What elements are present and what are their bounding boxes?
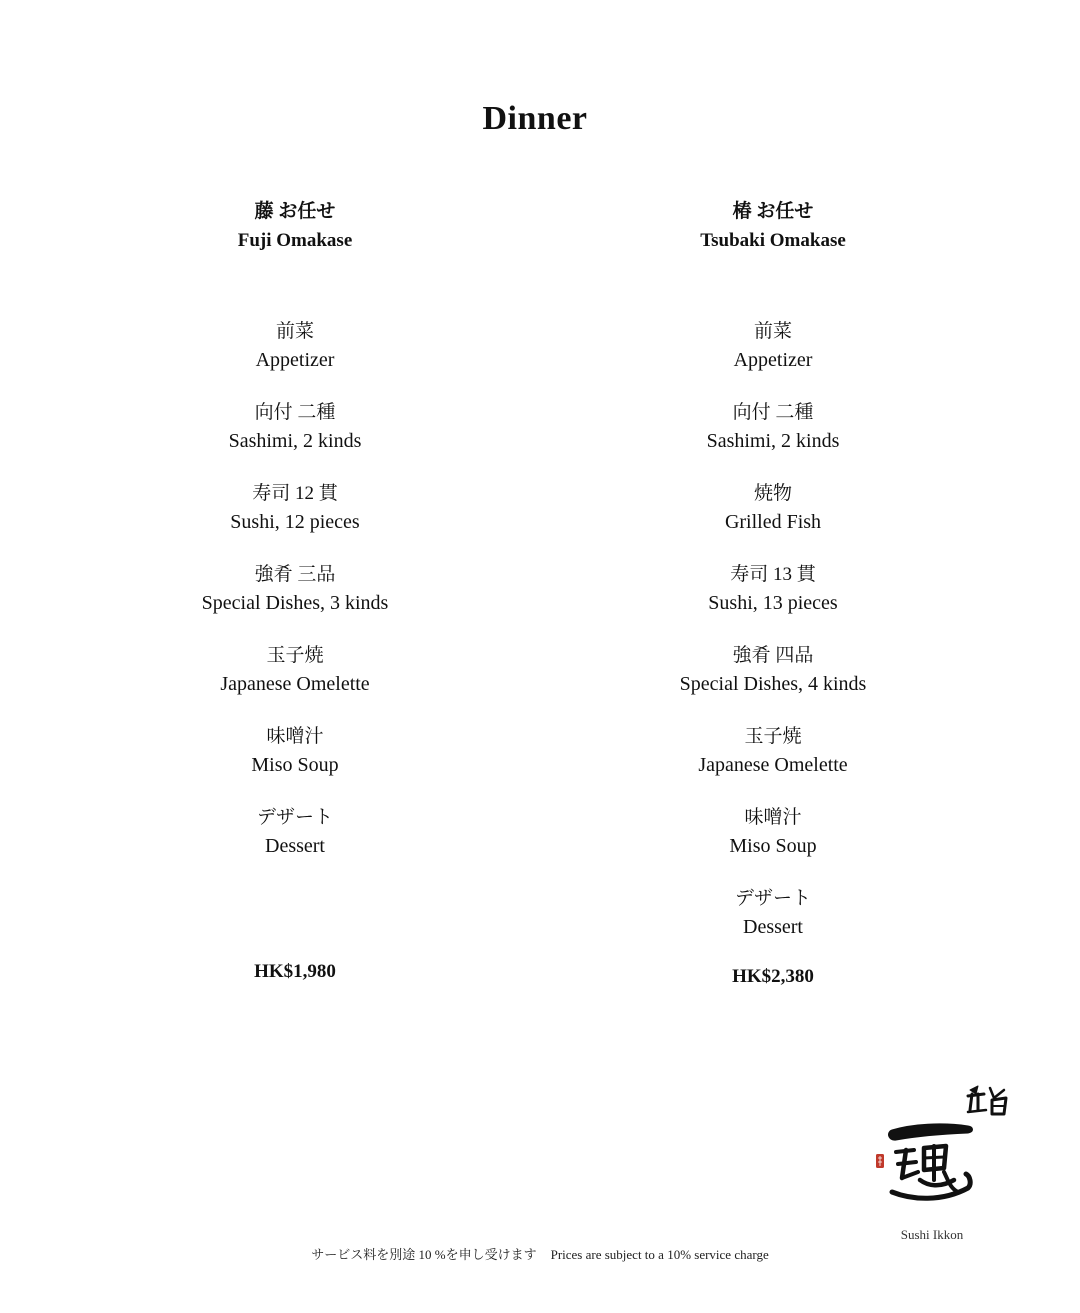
menu-item-en: Grilled Fish: [724, 511, 822, 533]
menu-item-en: Japanese Omelette: [220, 673, 370, 695]
menu-item-jp: 向付 二種: [732, 402, 814, 423]
menu-item: [95, 480, 495, 537]
service-charge-en: Prices are subject to a 10% service charge: [550, 1247, 769, 1262]
menu-item-en: Sushi, 13 pieces: [708, 592, 838, 614]
menu-item: [95, 723, 495, 780]
menu-item-en: Special Dishes, 4 kinds: [679, 673, 867, 695]
menu-item-jp: 前菜: [753, 321, 792, 342]
menu-item: [95, 642, 495, 699]
course-header: [573, 198, 973, 256]
menu-item-jp: 強肴 四品: [732, 645, 814, 666]
menu-item: [573, 561, 973, 618]
menu-item-jp: デザート: [256, 807, 333, 828]
menu-item: [95, 561, 495, 618]
course-price: HK$2,380: [732, 966, 814, 987]
menu-item-en: Special Dishes, 3 kinds: [201, 592, 389, 614]
menu-item: [573, 399, 973, 456]
menu-item: [95, 399, 495, 456]
menu-item-jp: 寿司 12 貫: [252, 483, 338, 504]
menu-item-jp: 味噌汁: [266, 726, 324, 747]
menu-item: [573, 804, 973, 861]
service-charge-note: [0, 1244, 1080, 1263]
menu-item-en: Miso Soup: [729, 835, 817, 857]
menu-item-en: Japanese Omelette: [698, 754, 848, 776]
menu-item: [573, 642, 973, 699]
page-title: Dinner: [482, 100, 588, 137]
menu-item-jp: 焼物: [753, 483, 792, 504]
menu-item: [573, 480, 973, 537]
menu-item-jp: 寿司 13 貫: [730, 564, 816, 585]
service-charge-jp: サービス料を別途 10 %を申し受けます: [311, 1247, 537, 1262]
menu-item-en: Dessert: [265, 835, 325, 857]
menu-item: [573, 885, 973, 942]
menu-item-jp: デザート: [734, 888, 811, 909]
course-name-en: Tsubaki Omakase: [700, 230, 846, 251]
logo-caption: Sushi Ikkon: [900, 1227, 964, 1242]
menu-item-jp: 前菜: [275, 321, 314, 342]
logo-calligraphy: [889, 1086, 1006, 1198]
course-header: [95, 198, 495, 256]
course-tsubaki: [573, 198, 973, 988]
menu-item: [95, 804, 495, 861]
menu-item: [95, 318, 495, 375]
menu-item-jp: 強肴 三品: [254, 564, 336, 585]
menu-item-jp: 味噌汁: [744, 807, 802, 828]
course-name-jp: 藤 お任せ: [254, 201, 336, 222]
course-name-jp: 椿 お任せ: [732, 201, 814, 222]
menu-item: [573, 723, 973, 780]
menu-item-en: Dessert: [743, 916, 803, 938]
course-fuji: [95, 198, 495, 983]
menu-item: [573, 318, 973, 375]
logo-char-kon: [892, 1146, 970, 1198]
logo-char-ichi: [889, 1124, 973, 1140]
menu-item-jp: 玉子焼: [744, 726, 802, 747]
menu-item-en: Appetizer: [255, 349, 335, 371]
course-price: HK$1,980: [254, 961, 336, 982]
logo-char-sushi: [968, 1086, 1006, 1114]
sushi-ikkon-logo: [862, 1080, 1012, 1250]
menu-item-jp: 玉子焼: [266, 645, 324, 666]
menu-item-en: Appetizer: [733, 349, 813, 371]
course-name-en: Fuji Omakase: [237, 230, 353, 251]
menu-item-en: Sashimi, 2 kinds: [706, 430, 840, 452]
menu-item-en: Sushi, 12 pieces: [230, 511, 360, 533]
menu-item-en: Miso Soup: [251, 754, 339, 776]
menu-item-en: Sashimi, 2 kinds: [228, 430, 362, 452]
menu-item-jp: 向付 二種: [254, 402, 336, 423]
